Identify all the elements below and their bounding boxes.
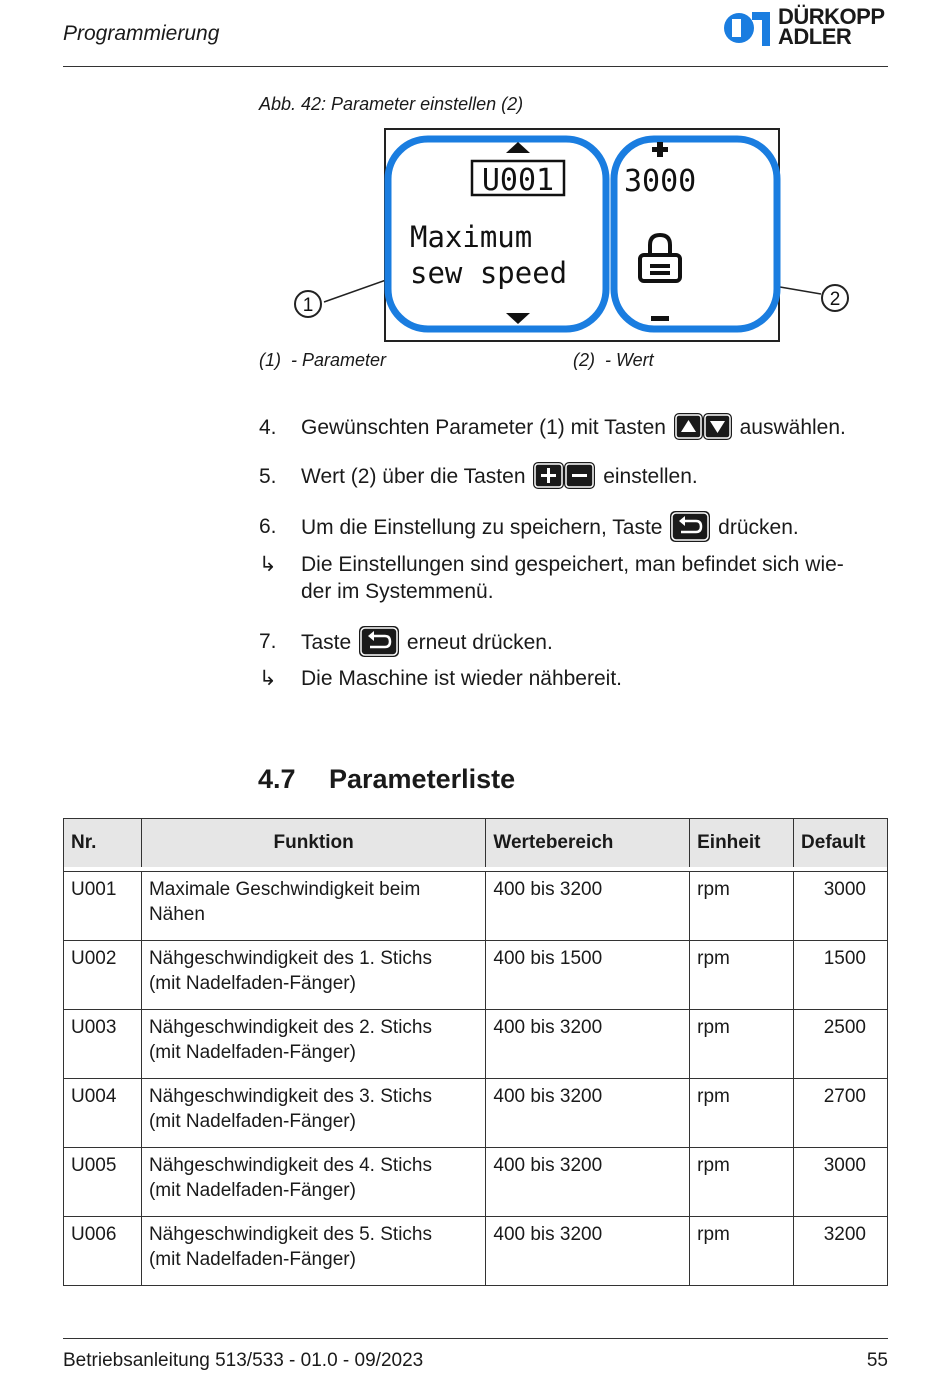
section-title: Parameterliste bbox=[329, 764, 516, 794]
legend-item-1 bbox=[259, 350, 386, 371]
col-header-wertebereich: Wertebereich bbox=[486, 819, 690, 868]
parameter-table bbox=[63, 818, 888, 1286]
col-header-einheit: Einheit bbox=[690, 819, 794, 868]
step-text: Wert (2) über die Tasten einstellen. bbox=[301, 463, 698, 491]
col-header-nr: Nr. bbox=[64, 819, 142, 868]
up-arrow-key-icon bbox=[674, 413, 703, 440]
step-number: 7. bbox=[259, 630, 277, 653]
table-row: U001 Maximale Geschwindigkeit beim Nähen 400 bis 3200 rpm 3000 bbox=[64, 871, 888, 940]
step-number: 6. bbox=[259, 515, 277, 538]
footer-document: Betriebsanleitung 513/533 - 01.0 - 09/2023 bbox=[63, 1350, 424, 1371]
page-number: 55 bbox=[866, 1350, 888, 1371]
parameter-display-figure bbox=[294, 127, 854, 347]
brand-logo bbox=[722, 6, 892, 50]
result-arrow-icon: ↳ bbox=[259, 553, 277, 576]
minus-key-icon bbox=[564, 462, 595, 489]
header-rule bbox=[63, 66, 888, 67]
result-text: Die Maschine ist wieder nähbereit. bbox=[301, 667, 622, 690]
legend-num-1: (1) bbox=[259, 350, 281, 370]
legend-label-2: - Wert bbox=[605, 350, 654, 370]
callout-2-label: 2 bbox=[829, 289, 841, 310]
step-number: 4. bbox=[259, 416, 277, 439]
down-arrow-key-icon bbox=[703, 413, 732, 440]
col-header-default: Default bbox=[794, 819, 888, 868]
section-number: 4.7 bbox=[258, 764, 296, 794]
callout-1-label: 1 bbox=[302, 295, 314, 316]
legend-num-2: (2) bbox=[573, 350, 595, 370]
minus-icon bbox=[651, 316, 669, 321]
table-row: U003 Nähgeschwindigkeit des 2. Stichs (mit Nadelfaden-Fänger) 400 bis 3200 rpm 2500 bbox=[64, 1009, 888, 1078]
step-text: Taste erneut drücken. bbox=[301, 628, 553, 659]
logo-line-1: DÜRKOPP bbox=[778, 4, 885, 29]
logo-mark-icon bbox=[722, 6, 774, 50]
return-key-icon bbox=[359, 626, 399, 657]
return-key-icon bbox=[670, 511, 710, 542]
step-text: Um die Einstellung zu speichern, Taste drücken. bbox=[301, 513, 799, 544]
figure-caption: Abb. 42: Parameter einstellen (2) bbox=[259, 94, 524, 114]
table-row: U005 Nähgeschwindigkeit des 4. Stichs (mit Nadelfaden-Fänger) 400 bis 3200 rpm 3000 bbox=[64, 1147, 888, 1216]
result-text: Die Einstellungen sind gespeichert, man befindet sich wie- der im Systemmenü. bbox=[301, 553, 844, 603]
running-header: Programmierung bbox=[63, 22, 220, 45]
result-arrow-icon: ↳ bbox=[259, 667, 277, 690]
legend-item-2 bbox=[573, 350, 654, 371]
table-row: U006 Nähgeschwindigkeit des 5. Stichs (mit Nadelfaden-Fänger) 400 bis 3200 rpm 3200 bbox=[64, 1216, 888, 1285]
footer-rule bbox=[63, 1338, 888, 1339]
logo-line-2: ADLER bbox=[778, 24, 852, 49]
legend-label-1: - Parameter bbox=[291, 350, 387, 370]
logo-text bbox=[778, 4, 885, 49]
param-code: U001 bbox=[481, 163, 555, 198]
plus-key-icon bbox=[533, 462, 564, 489]
table-row: U004 Nähgeschwindigkeit des 3. Stichs (mit Nadelfaden-Fänger) 400 bis 3200 rpm 2700 bbox=[64, 1078, 888, 1147]
param-value: 3000 bbox=[624, 164, 697, 199]
col-header-funktion: Funktion bbox=[141, 819, 485, 868]
table-header-row bbox=[64, 819, 888, 868]
param-name-line-2: sew speed bbox=[410, 256, 568, 290]
table-row: U002 Nähgeschwindigkeit des 1. Stichs (mit Nadelfaden-Fänger) 400 bis 1500 rpm 1500 bbox=[64, 940, 888, 1009]
step-number: 5. bbox=[259, 465, 277, 488]
step-text: Gewünschten Parameter (1) mit Tasten auswählen. bbox=[301, 414, 846, 442]
param-name-line-1: Maximum bbox=[410, 220, 533, 254]
